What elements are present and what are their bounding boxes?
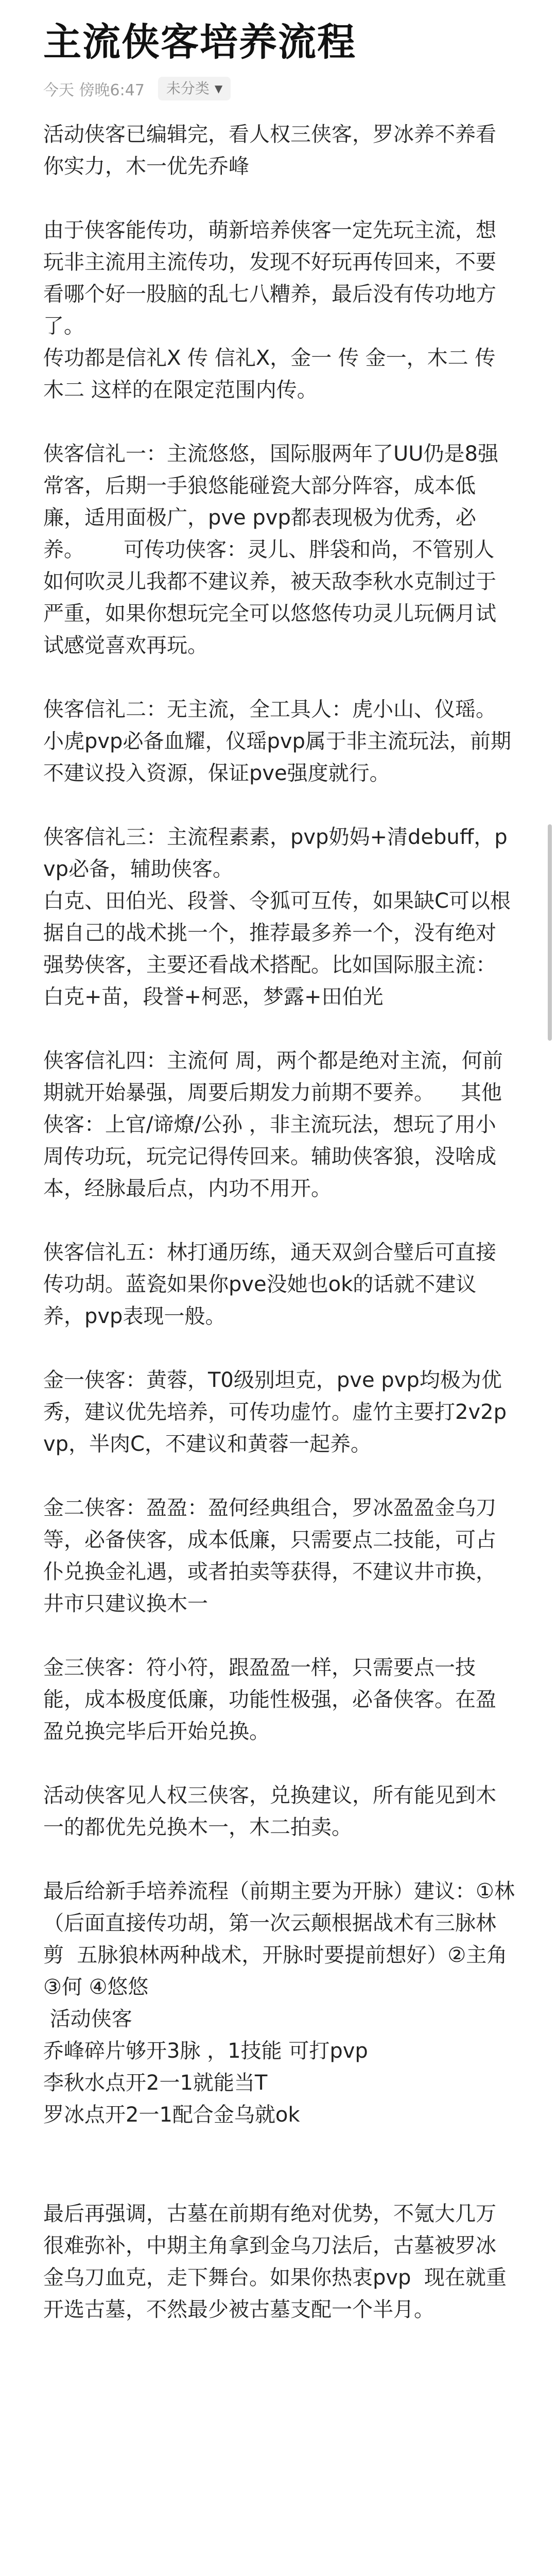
paragraph-xinli-3: 侠客信礼三：主流程素素，pvp奶妈+清debuff，pvp必备，辅助侠客。 白克、田伯光、段誉、令狐可互传，如果缺C可以根据自己的战术挑一个，推荐最多养一个，没有绝对强势侠客，主要还看战术搭配。比如国际服主流：白克+苗，段誉+柯恶，梦露+田伯光 bbox=[43, 825, 511, 1009]
paragraph-final-emphasis: 最后再强调，古墓在前期有绝对优势，不氪大几万很难弥补，中期主角拿到金乌刀法后，古墓被罗冰金乌刀血克，走下舞台。如果你热衷pvp 现在就重开选古墓，不然最少被古墓支配一个半月。 bbox=[43, 2202, 507, 2321]
paragraph-xinli-5: 侠客信礼五：林打通历练，通天双剑合璧后可直接传功胡。蓝瓷如果你pve没她也ok的话就不建议养，pvp表现一般。 bbox=[43, 1241, 496, 1328]
category-label: 未分类 bbox=[166, 80, 210, 97]
paragraph-xinli-4: 侠客信礼四：主流何 周，两个都是绝对主流，何前期就开始暴强，周要后期发力前期不要养。 其他侠客：上官/谛燎/公孙 ，非主流玩法，想玩了用小周传功玩，玩完记得传回来。辅助侠客狼，没啥成本，经脉最后点，内功不用开。 bbox=[43, 1049, 503, 1200]
scrollbar[interactable] bbox=[548, 824, 552, 1041]
article-meta bbox=[43, 72, 515, 105]
paragraph-exchange-advice: 活动侠客见人权三侠客，兑换建议，所有能见到木一的都优先兑换木一，木二拍卖。 bbox=[43, 1784, 496, 1839]
paragraph-xinli-2: 侠客信礼二：无主流，全工具人：虎小山、仪瑶。小虎pvp必备血耀，仪瑶pvp属于非主流玩法，前期不建议投入资源，保证pve强度就行。 bbox=[43, 698, 511, 785]
paragraph-newbie-flow: 最后给新手培养流程（前期主要为开脉）建议：①林（后面直接传功胡，第一次云颠根据战术有三脉林剪 五脉狼林两种战术，开脉时要提前想好）②主角 ③何 ④悠悠 活动侠客 乔峰碎片够开3脉 ，1技能 可打pvp 李秋水点开2一1就能当T 罗冰点开2一1配合金乌就ok bbox=[43, 1879, 515, 2127]
category-dropdown[interactable] bbox=[158, 77, 231, 100]
paragraph-transfer-rules: 由于侠客能传功，萌新培养侠客一定先玩主流，想玩非主流用主流传功，发现不好玩再传回来，不要看哪个好一股脑的乱七八糟养，最后没有传功地方了。 传功都是信礼X 传 信礼X，金一 传 金一，木二 传 木二 这样的在限定范围内传。 bbox=[43, 218, 496, 402]
chevron-down-icon: ▼ bbox=[214, 82, 223, 95]
article-body bbox=[43, 118, 515, 2326]
paragraph-xinli-1: 侠客信礼一：主流悠悠，国际服两年了UU仍是8强常客，后期一手狼悠能碰瓷大部分阵容，成本低廉，适用面极广，pve pvp都表现极为优秀，必养。 可传功侠客：灵儿、胖袋和尚，不管别人如何吹灵儿我都不建议养，被天敌李秋水克制过于严重，如果你想玩完全可以悠悠传功灵儿玩俩月试试感觉喜欢再玩。 bbox=[43, 442, 499, 657]
paragraph-gold-2: 金二侠客：盈盈：盈何经典组合，罗冰盈盈金乌刀等，必备侠客，成本低廉，只需要点二技能，可占仆兑换金礼遇，或者拍卖等获得，不建议井市换，井市只建议换木一 bbox=[43, 1496, 496, 1616]
paragraph-activity-heroes: 活动侠客已编辑完，看人权三侠客，罗冰养不养看你实力，木一优先乔峰 bbox=[43, 123, 496, 178]
article-title: 主流侠客培养流程 bbox=[43, 20, 356, 64]
article-date: 今天 傍晚6:47 bbox=[43, 81, 145, 99]
paragraph-gold-1: 金一侠客：黄蓉，T0级别坦克，pve pvp均极为优秀，建议优先培养，可传功虚竹。虚竹主要打2v2pvp，半肉C，不建议和黄蓉一起养。 bbox=[43, 1368, 507, 1456]
paragraph-gold-3: 金三侠客：符小符，跟盈盈一样，只需要点一技能，成本极度低廉，功能性极强，必备侠客。在盈盈兑换完毕后开始兑换。 bbox=[43, 1656, 496, 1743]
